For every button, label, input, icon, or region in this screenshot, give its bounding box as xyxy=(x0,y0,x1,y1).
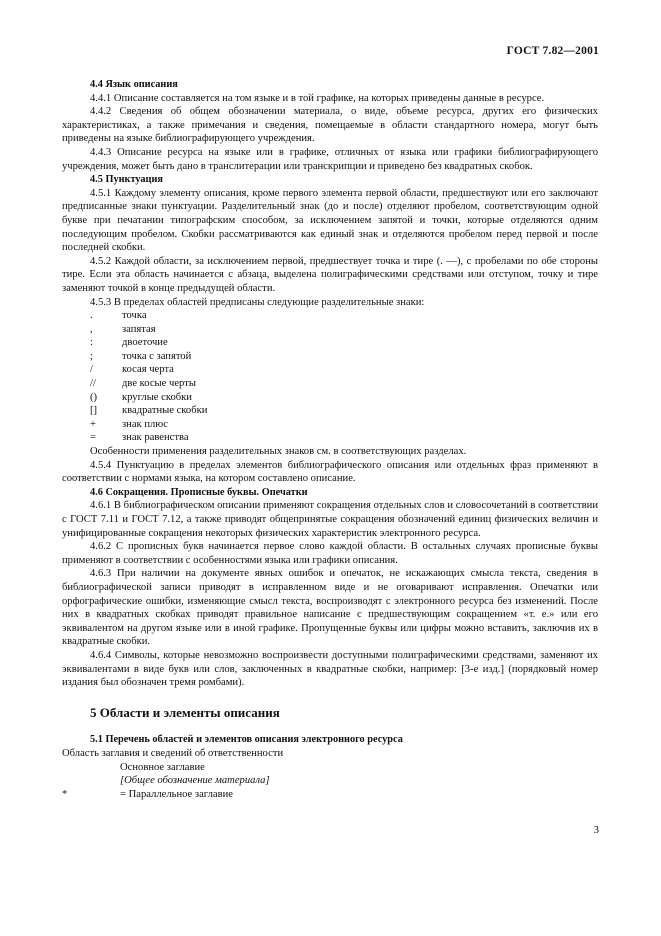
list-item xyxy=(90,309,598,323)
paragraph-4-5-4: 4.5.4 Пунктуацию в пределах элементов библиографического описания или отдельных фраз применяют в соответствии с нормами языка, на котором составлено описание. xyxy=(62,459,598,485)
separator-name: двоеточие xyxy=(122,337,168,349)
separator-name: косая черта xyxy=(122,364,174,376)
page-content xyxy=(62,78,598,801)
paragraph-4-4-2: 4.4.2 Сведения об общем обозначении материала, о виде, объеме ресурса, других его физических характеристиках, а также примечания и сведения, помещаемые в области стандартного номера, могут быть приведены на языке библиографирующего учреждения. xyxy=(62,106,598,145)
element-parallel-title: = Параллельное заглавие xyxy=(120,788,233,800)
paragraph-4-4-1: 4.4.1 Описание составляется на том языке и в той графике, на которых приведены данные в ресурсе. xyxy=(90,92,545,104)
subsection-5-1-heading: 5.1 Перечень областей и элементов описания электронного ресурса xyxy=(90,734,403,746)
paragraph-4-6-1: 4.6.1 В библиографическом описании применяют сокращения отдельных слов и словосочетаний в соответствии с ГОСТ 7.11 и ГОСТ 7.12, а также приводят общепринятые сокращения обозначений единиц физических величин и унифицированные сокращения некоторых физических характеристик электронного ресурса. xyxy=(62,500,598,539)
paragraph-4-5-3: 4.5.3 В пределах областей предписаны следующие разделительные знаки: xyxy=(90,296,425,308)
list-item xyxy=(90,418,598,432)
element-material-designation: [Общее обозначение материала] xyxy=(120,775,270,787)
list-item xyxy=(90,431,598,445)
separator-symbol: , xyxy=(90,323,93,335)
separator-symbol: [] xyxy=(90,405,98,417)
separator-symbol: / xyxy=(90,364,93,376)
separator-name: точка с запятой xyxy=(122,350,192,362)
list-item xyxy=(90,336,598,350)
element-parallel-title-row xyxy=(62,788,598,802)
paragraph-4-6-3: 4.6.3 При наличии на документе явных ошибок и опечаток, не искажающих смысла текста, сведения в библиографической записи приводят в исправленном виде и не оговаривают исправления. Опечатки или орфографические ошибки, изменяющие смысл текста, воспроизводят с электронного ресурса без изменений. После них в квадратных скобках приводят правильное написание с предшествующим сокращением «т. е.» или его эквивалентом на другом языке или в иной графике. Пропущенные буквы или цифры можно вставить, заключив их в квадратные скобки. xyxy=(62,568,598,648)
separator-symbol: . xyxy=(90,310,93,322)
list-item xyxy=(90,391,598,405)
separator-symbol: // xyxy=(90,378,96,390)
area-title: Область заглавия и сведений об ответственности xyxy=(62,747,284,759)
separator-name: две косые черты xyxy=(122,378,196,390)
separator-name: точка xyxy=(122,310,147,322)
heading-4-5: 4.5 Пунктуация xyxy=(90,174,163,186)
paragraph-4-6-4: 4.6.4 Символы, которые невозможно воспроизвести доступными полиграфическими средствами, заменяют их эквивалентами в виде букв или слов, заключенных в квадратные скобки, например: [3-е изд.] (порядковый номер издания был обозначен тремя ромбами). xyxy=(62,649,598,689)
list-item xyxy=(90,404,598,418)
paragraph-4-5-2: 4.5.2 Каждой области, за исключением первой, предшествует точка и тире (. —), с пробелами по обе стороны тире. Если эта область начинается с абзаца, выделена полиграфическими средствами или отступом, точку и тире заменяют точкой в конце предыдущей области. xyxy=(62,255,598,294)
paragraph-4-4-3: 4.4.3 Описание ресурса на языке или в графике, отличных от языка или графики библиографирующего учреждения, может быть дано в транслитерации или транскрипции и приведено без квадратных скобок. xyxy=(62,146,598,172)
asterisk-mark: * xyxy=(62,788,68,800)
list-item xyxy=(90,363,598,377)
separator-name: круглые скобки xyxy=(122,391,192,403)
element-main-title: Основное заглавие xyxy=(120,761,205,773)
running-header: ГОСТ 7.82—2001 xyxy=(506,45,599,57)
separator-name: знак плюс xyxy=(122,418,168,430)
separator-list xyxy=(62,309,598,445)
paragraph-separator-note: Особенности применения разделительных знаков см. в соответствующих разделах. xyxy=(90,446,467,458)
heading-4-4: 4.4 Язык описания xyxy=(90,79,178,90)
separator-symbol: = xyxy=(90,432,96,444)
heading-4-6: 4.6 Сокращения. Прописные буквы. Опечатки xyxy=(90,486,308,498)
paragraph-4-5-1: 4.5.1 Каждому элементу описания, кроме первого элемента первой области, предшествуют или его заключают предписанные знаки пунктуации. Разделительный знак (до и после) отделяют пробелом, соответствующим одной букве при печатании типографским способом, за исключением запятой и точки, которые отделяются одним последующим пробелом. Скобки рассматриваются как единый знак и отделяются пробелом перед первой и после последней скобки. xyxy=(62,187,598,254)
list-item xyxy=(90,350,598,364)
separator-symbol: + xyxy=(90,418,96,430)
separator-name: квадратные скобки xyxy=(122,405,208,417)
separator-symbol: : xyxy=(90,337,93,349)
list-item xyxy=(90,323,598,337)
section-5-heading: 5 Области и элементы описания xyxy=(90,704,280,720)
page-number: 3 xyxy=(593,824,599,836)
separator-symbol: ; xyxy=(90,350,93,362)
list-item xyxy=(90,377,598,391)
paragraph-4-6-2: 4.6.2 С прописных букв начинается первое слово каждой области. В остальных случаях прописные буквы применяют в соответствии с особенностями языка или графики описания. xyxy=(62,541,598,566)
separator-name: знак равенства xyxy=(122,432,189,444)
separator-symbol: () xyxy=(90,391,98,403)
separator-name: запятая xyxy=(122,323,156,335)
